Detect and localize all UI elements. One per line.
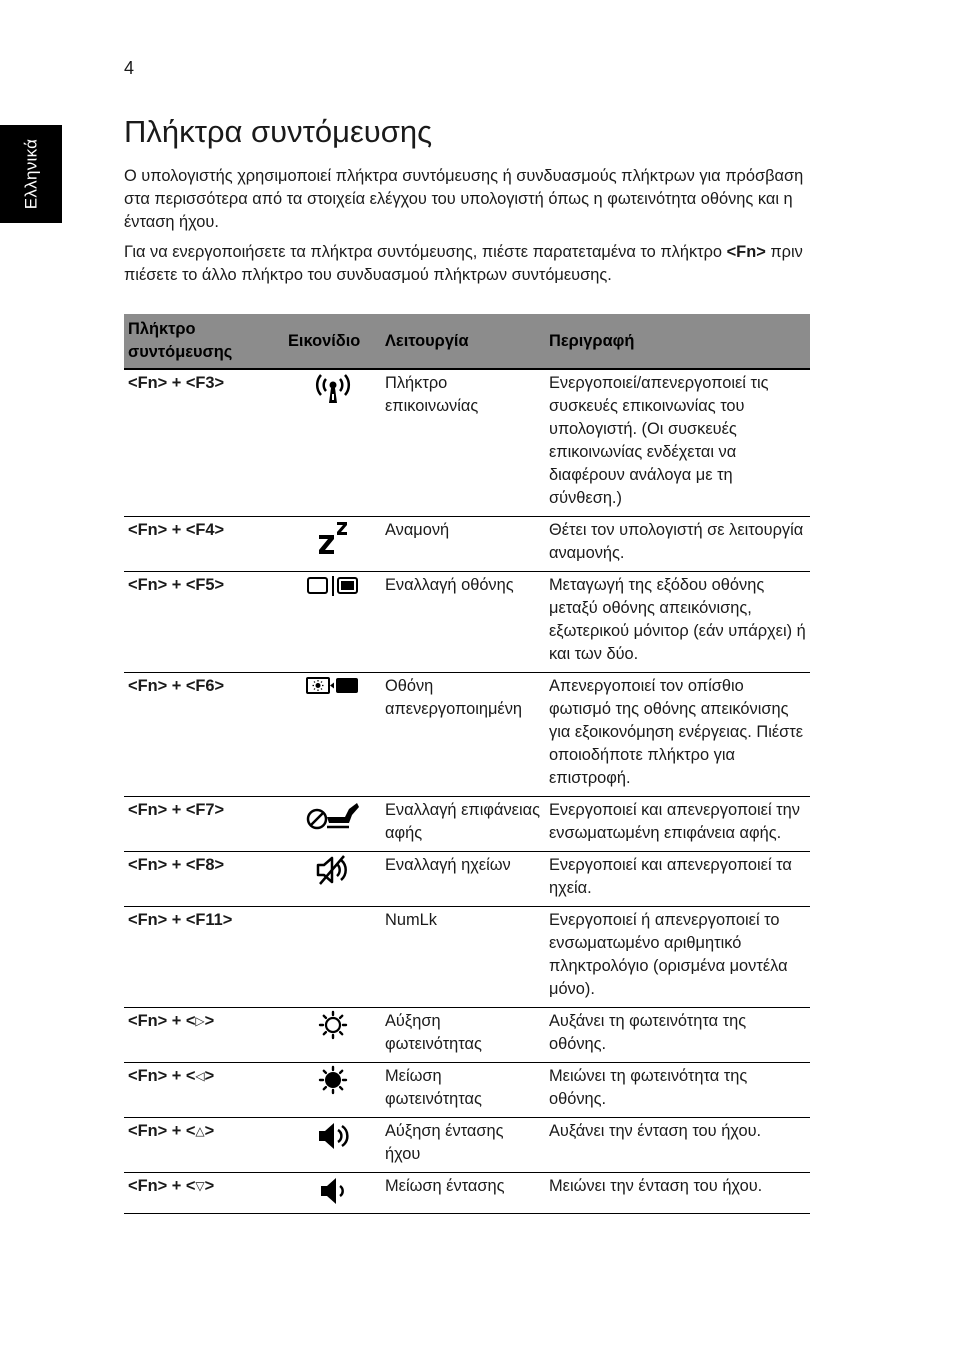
description-cell: Αυξάνει τη φωτεινότητα της οθόνης. (545, 1008, 810, 1063)
header-icon: Εικονίδιο (284, 314, 381, 369)
description-cell: Αυξάνει την ένταση του ήχου. (545, 1118, 810, 1173)
page-number: 4 (124, 58, 135, 78)
header-description: Περιγραφή (545, 314, 810, 369)
table-row (124, 1173, 810, 1214)
function-cell: Εναλλαγή ηχείων (381, 852, 545, 907)
function-cell: Αναμονή (381, 517, 545, 572)
function-cell: Εναλλαγή οθόνης (381, 572, 545, 673)
description-cell: Μειώνει την ένταση του ήχου. (545, 1173, 810, 1214)
language-tab-label: Ελληνικά (21, 138, 40, 210)
brightness-down-icon (318, 1065, 348, 1095)
function-cell: Οθόνη απενεργοποιημένη (381, 673, 545, 797)
table-row (124, 517, 810, 572)
hotkey-cell (124, 1118, 284, 1173)
language-tab (0, 125, 62, 223)
function-cell: Μείωση έντασης (381, 1173, 545, 1214)
instruction-text-end: πριν πιέσετε το άλλο πλήκτρο του συνδυασμού πλήκτρων συντόμευσης. (124, 243, 803, 284)
hotkey-prefix: <Fn> + < (128, 1122, 196, 1140)
instruction-paragraph (124, 241, 814, 287)
volume-up-icon (316, 1120, 350, 1152)
hotkey-cell: <Fn> + <F4> (124, 517, 284, 572)
hotkey-cell (124, 1173, 284, 1214)
table-row (124, 572, 810, 673)
hotkey-cell: <Fn> + <F7> (124, 797, 284, 852)
hotkey-cell: <Fn> + <F6> (124, 673, 284, 797)
hotkey-cell: <Fn> + <F11> (124, 907, 284, 1008)
function-cell: Εναλλαγή επιφάνειας αφής (381, 797, 545, 852)
function-cell: NumLk (381, 907, 545, 1008)
header-function: Λειτουργία (381, 314, 545, 369)
hotkey-suffix: > (204, 1067, 215, 1085)
table-row (124, 1118, 810, 1173)
description-cell: Ενεργοποιεί ή απενεργοποιεί το ενσωματωμένο αριθμητικό πληκτρολόγιο (ορισμένα μοντέλα μόνο). (545, 907, 810, 1008)
arrow-left-symbol: ◁ (195, 1069, 205, 1083)
description-cell: Ενεργοποιεί και απενεργοποιεί την ενσωματωμένη επιφάνεια αφής. (545, 797, 810, 852)
description-cell: Ενεργοποιεί/απενεργοποιεί τις συσκευές επικοινωνίας του υπολογιστή. (Οι συσκευές επικοινωνίας ενδέχεται να διαφέρουν ανάλογα με τη σύνθεση.) (545, 369, 810, 517)
description-cell: Απενεργοποιεί τον οπίσθιο φωτισμό της οθόνης απεικόνισης για εξοικονόμηση ενέργειας. Πιέστε οποιοδήποτε πλήκτρο για επιστροφή. (545, 673, 810, 797)
hotkey-cell: <Fn> + <F5> (124, 572, 284, 673)
display-off-icon (305, 675, 361, 697)
function-cell: Μείωση φωτεινότητας (381, 1063, 545, 1118)
table-row (124, 1008, 810, 1063)
table-row (124, 369, 810, 517)
fn-key-label: <Fn> (726, 243, 766, 261)
brightness-up-icon (318, 1010, 348, 1040)
function-cell: Πλήκτρο επικοινωνίας (381, 369, 545, 517)
header-hotkey: Πλήκτρο συντόμευσης (124, 314, 284, 369)
empty-icon-cell (284, 907, 381, 1008)
hotkey-prefix: <Fn> + < (128, 1067, 196, 1085)
hotkey-cell: <Fn> + <F8> (124, 852, 284, 907)
intro-paragraph: Ο υπολογιστής χρησιμοποιεί πλήκτρα συντόμευσης ή συνδυασμούς πλήκτρων για πρόσβαση στα περισσότερα από τα στοιχεία ελέγχου του υπολογιστή όπως η φωτεινότητα οθόνης και η ένταση ήχου. (124, 167, 804, 231)
arrow-up-symbol: △ (195, 1124, 205, 1138)
table-row (124, 1063, 810, 1118)
page-title: Πλήκτρα συντόμευσης (124, 114, 433, 149)
table-header-row (124, 314, 810, 369)
table-row (124, 797, 810, 852)
table-row (124, 852, 810, 907)
function-cell: Αύξηση έντασης ήχου (381, 1118, 545, 1173)
function-cell: Αύξηση φωτεινότητας (381, 1008, 545, 1063)
instruction-text-start: Για να ενεργοποιήσετε τα πλήκτρα συντόμευσης, πιέστε παρατεταμένα το πλήκτρο (124, 243, 727, 261)
wireless-icon (314, 372, 352, 406)
hotkey-prefix: <Fn> + < (128, 1012, 196, 1030)
description-cell: Θέτει τον υπολογιστή σε λειτουργία αναμονής. (545, 517, 810, 572)
table-row (124, 907, 810, 1008)
volume-down-icon (318, 1175, 348, 1207)
description-cell: Μεταγωγή της εξόδου οθόνης μεταξύ οθόνης απεικόνισης, εξωτερικού μόνιτορ (εάν υπάρχει) ή και των δύο. (545, 572, 810, 673)
touchpad-toggle-icon (305, 799, 361, 833)
arrow-down-symbol: ▽ (195, 1179, 205, 1193)
sleep-icon (316, 519, 350, 557)
hotkey-cell: <Fn> + <F3> (124, 369, 284, 517)
speaker-mute-icon (314, 854, 352, 886)
hotkey-suffix: > (204, 1012, 215, 1030)
hotkey-suffix: > (204, 1177, 215, 1195)
hotkey-cell (124, 1008, 284, 1063)
hotkey-cell (124, 1063, 284, 1118)
arrow-right-symbol: ▷ (195, 1014, 205, 1028)
hotkey-prefix: <Fn> + < (128, 1177, 196, 1195)
display-toggle-icon (306, 574, 360, 598)
description-cell: Ενεργοποιεί και απενεργοποιεί τα ηχεία. (545, 852, 810, 907)
hotkey-suffix: > (204, 1122, 215, 1140)
hotkeys-table (124, 314, 810, 1214)
description-cell: Μειώνει τη φωτεινότητα της οθόνης. (545, 1063, 810, 1118)
table-row (124, 673, 810, 797)
